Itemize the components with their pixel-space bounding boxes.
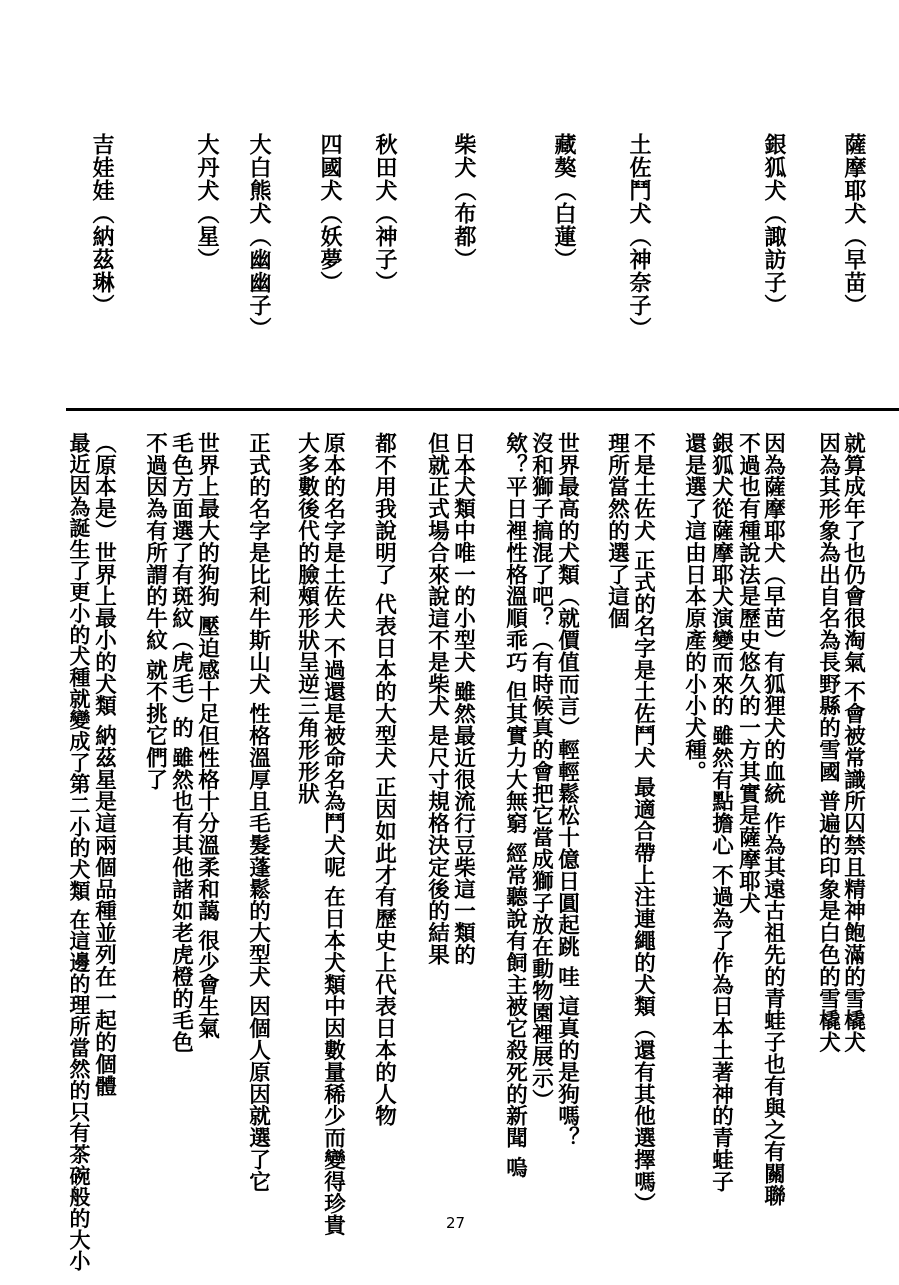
text-line: 就算成年了也仍會很淘氣 不會被常識所囚禁且精神飽滿的雪橇犬 [840, 432, 866, 1054]
text-line: 世界最高的犬類（就價值而言）輕輕鬆松十億日圓起跳 哇 這真的是狗嗎？ [554, 432, 580, 1149]
name-column: 薩摩耶犬（早苗） [841, 133, 866, 317]
text-line: 但就正式場合來說這不是柴犬 是尺寸規格決定後的結果 [424, 432, 450, 966]
text-line: 原本的名字是土佐犬 不過還是被命名為鬥犬呢 在日本犬類中因數量稀少而變得珍貴 [320, 432, 346, 1237]
text-line: 理所當然的選了這個 [604, 432, 630, 630]
name-column: 四國犬（妖夢） [317, 133, 342, 294]
name-column: 藏獒（白蓮） [551, 133, 576, 271]
text-line: 因為其形象為出自名為長野縣的雪國 普遍的印象是白色的雪橇犬 [815, 432, 841, 1054]
text-line: 還是選了這由日本原產的小小犬種。 [681, 432, 707, 783]
text-line: 不過也有種說法是歷史悠久的一方其實是薩摩耶犬 [735, 432, 761, 914]
text-line: 都不用我說明了 代表日本的大型犬 正因如此才有歷史上代表日本的人物 [371, 432, 397, 1127]
text-line: 因為薩摩耶犬（早苗）有狐狸犬的血統 作為其遠古祖先的青蛙子也有與之有關聯 [760, 432, 786, 1207]
text-line: 毛色方面選了有斑紋（虎毛）的 雖然也有其他諸如老虎橙的毛色 [168, 432, 194, 1054]
text-line: 不過因為有所謂的牛紋 就不挑它們了 [142, 432, 168, 791]
text-line: 欸？平日裡性格溫順乖巧 但其實力大無窮 經常聽說有飼主被它殺死的新聞 嗚 [502, 432, 528, 1179]
name-column: 柴犬（布都） [451, 133, 476, 271]
text-line: （原本是）世界上最小的犬類 納茲星是這兩個品種並列在一起的個體 [91, 432, 117, 1097]
text-line: 最近因為誕生了更小的犬種就變成了第二小的犬類 在這邊的理所當然的只有茶碗般的大小 [65, 432, 90, 1272]
page-number: 27 [446, 1214, 466, 1232]
text-line: 正式的名字是比利牛斯山犬 性格溫厚且毛髮蓬鬆的大型犬 因個人原因就選了它 [245, 432, 271, 1193]
name-column: 銀狐犬（諏訪子） [761, 133, 786, 317]
text-line: 日本犬類中唯一的小型犬 雖然最近很流行豆柴這一類的 [450, 432, 476, 966]
text-line: 大多數後代的臉頰形狀呈逆三角形形狀 [294, 432, 320, 805]
name-column: 土佐鬥犬（神奈子） [626, 133, 651, 340]
name-column: 秋田犬（神子） [372, 133, 397, 294]
name-column: 大丹犬（星） [194, 133, 219, 271]
text-line: 世界上最大的狗狗 壓迫感十足但性格十分溫柔和藹 很少會生氣 [194, 432, 220, 1040]
name-column: 吉娃娃（納茲琳） [89, 133, 114, 317]
name-column: 大白熊犬（幽幽子） [246, 133, 271, 340]
text-line: 不是土佐犬 正式的名字是土佐鬥犬 最適合帶上注連繩的犬類（還有其他選擇嗎） [630, 432, 656, 1215]
text-line: 銀狐犬從薩摩耶犬演變而來的 雖然有點擔心 不過為了作為日本土著神的青蛙子 [708, 432, 734, 1193]
section-divider [66, 408, 899, 411]
text-line: 沒和獅子搞混了吧？（有時候真的會把它當成獅子放在動物園裡展示） [528, 432, 554, 1111]
